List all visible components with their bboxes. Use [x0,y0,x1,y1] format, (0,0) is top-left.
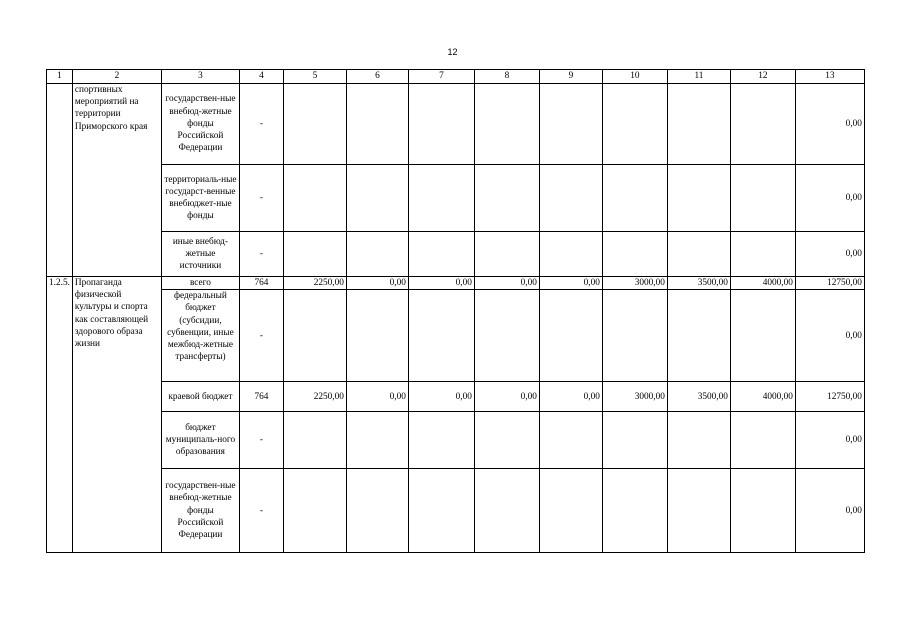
code-cell: 764 [239,382,283,412]
value-cell: 2250,00 [283,382,346,412]
table-row [47,232,865,277]
code-cell: - [239,232,283,277]
value-cell: 0,00 [346,382,408,412]
header-cell: 1 [47,70,73,84]
budget-table [46,69,865,553]
total-cell: 0,00 [795,165,864,232]
value-cell: 3000,00 [602,277,667,290]
value-cell: 3500,00 [667,382,730,412]
item-number-cell: 1.2.5. [47,277,73,553]
total-cell: 0,00 [795,469,864,553]
code-cell: - [239,469,283,553]
value-cell: 0,00 [408,277,474,290]
item-number-cell [47,84,73,277]
funding-source-cell: территориаль-ные государст-венные внебюджет-ные фонды [161,165,239,232]
table-row [47,84,865,165]
header-cell: 6 [346,70,408,84]
table-row [47,382,865,412]
total-cell: 0,00 [795,290,864,382]
value-cell: 0,00 [408,382,474,412]
header-cell: 3 [161,70,239,84]
funding-source-cell: государствен-ные внебюд-жетные фонды Российской Федерации [161,84,239,165]
funding-source-cell: иные внебюд-жетные источники [161,232,239,277]
value-cell: 0,00 [539,382,602,412]
value-cell: 0,00 [346,277,408,290]
header-cell: 8 [474,70,539,84]
header-cell: 5 [283,70,346,84]
code-cell: - [239,165,283,232]
header-cell: 7 [408,70,474,84]
value-cell: 4000,00 [730,382,795,412]
table-row [47,412,865,469]
funding-source-cell: федеральный бюджет (субсидии, субвенции, иные межбюд-жетные трансферты) [161,290,239,382]
value-cell: 0,00 [539,277,602,290]
value-cell: 3000,00 [602,382,667,412]
header-cell: 13 [795,70,864,84]
value-cell: 3500,00 [667,277,730,290]
header-cell: 12 [730,70,795,84]
item-name-cell: спортивных мероприятий на территории Приморского края [72,84,161,277]
value-cell: 2250,00 [283,277,346,290]
total-cell: 0,00 [795,232,864,277]
code-cell: - [239,84,283,165]
funding-source-cell: бюджет муниципаль-ного образования [161,412,239,469]
funding-source-cell: государствен-ные внебюд-жетные фонды Российской Федерации [161,469,239,553]
total-cell: 0,00 [795,84,864,165]
total-cell: 0,00 [795,412,864,469]
item-name-cell: Пропаганда физической культуры и спорта как составляющей здорового образа жизни [72,277,161,553]
header-cell: 9 [539,70,602,84]
header-cell: 11 [667,70,730,84]
funding-source-cell: краевой бюджет [161,382,239,412]
code-cell: 764 [239,277,283,290]
header-cell: 4 [239,70,283,84]
header-cell: 10 [602,70,667,84]
table-row [47,469,865,553]
table-row [47,290,865,382]
page-number: 12 [447,47,458,57]
total-cell: 12750,00 [795,277,864,290]
header-row [47,70,865,84]
code-cell: - [239,290,283,382]
value-cell: 0,00 [474,277,539,290]
value-cell: 0,00 [474,382,539,412]
funding-source-cell: всего [161,277,239,290]
table-row [47,165,865,232]
header-cell: 2 [72,70,161,84]
table-row [47,277,865,290]
value-cell: 4000,00 [730,277,795,290]
code-cell: - [239,412,283,469]
total-cell: 12750,00 [795,382,864,412]
